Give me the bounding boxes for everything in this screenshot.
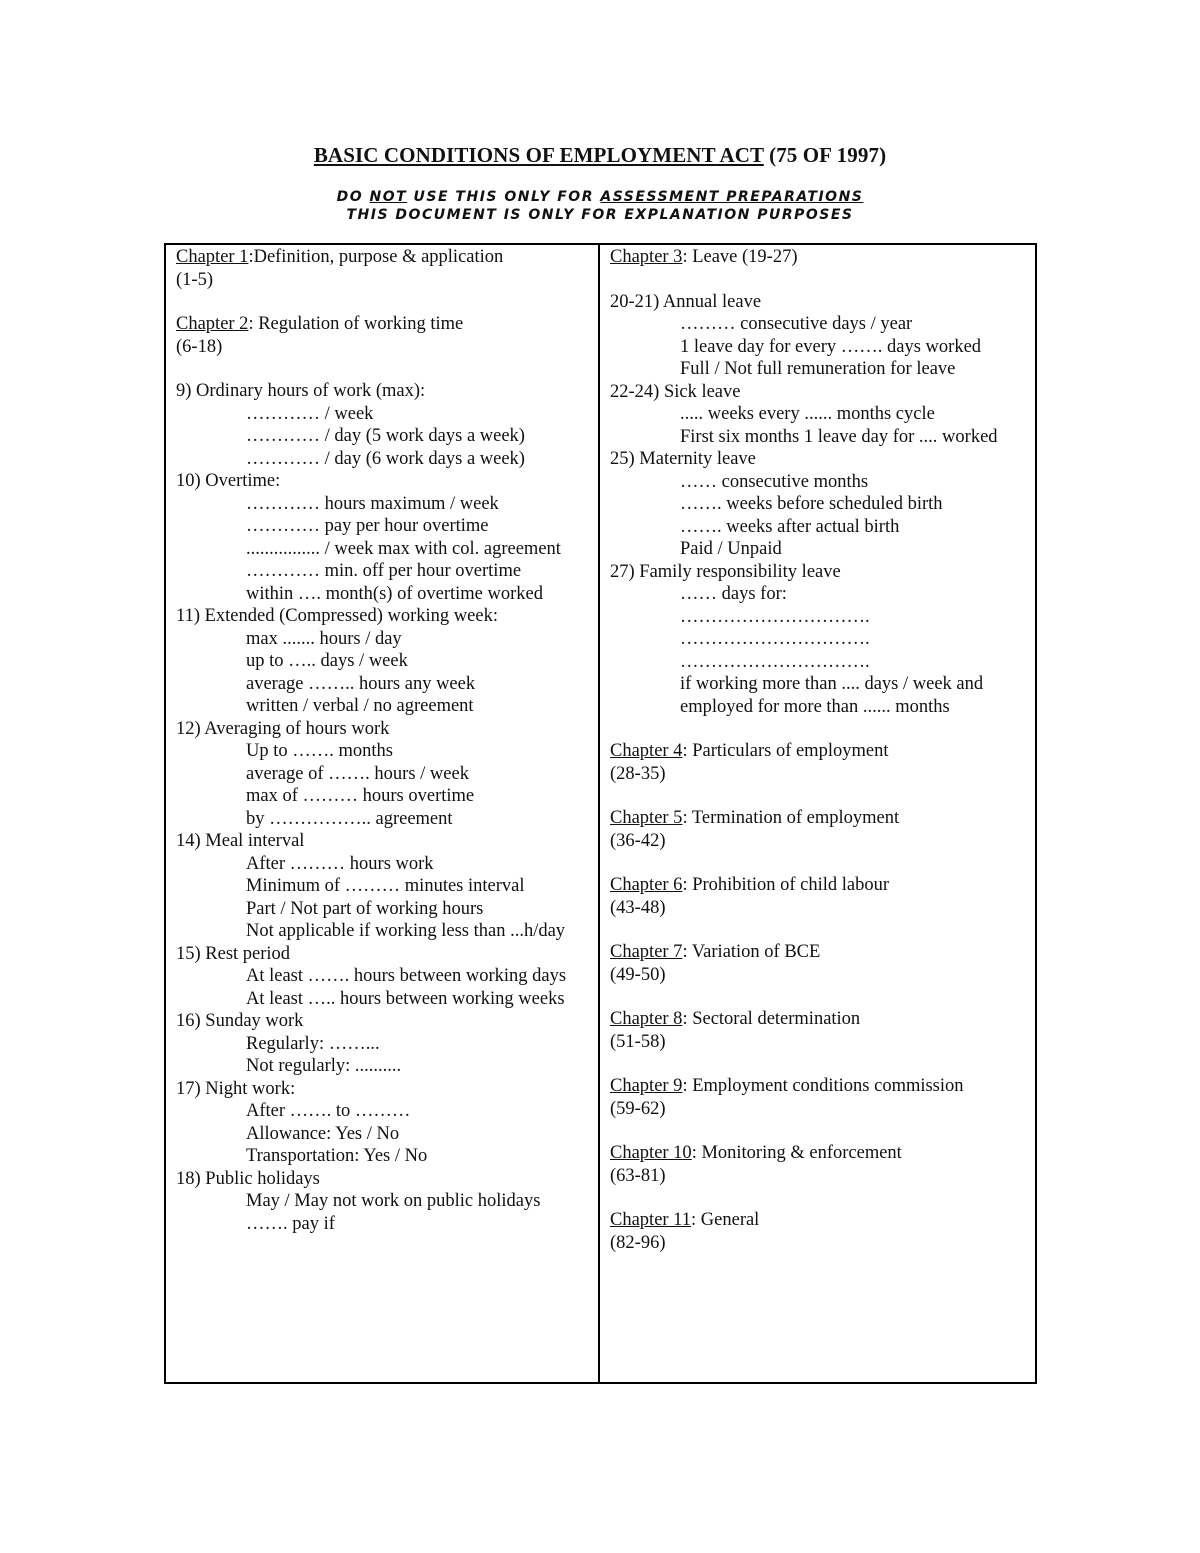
chapter-title: : Monitoring & enforcement — [691, 1143, 902, 1163]
right-items — [610, 291, 1030, 719]
line-item-detail: …………………………. — [680, 629, 870, 649]
line-item-detail: by …………….. agreement — [246, 808, 453, 829]
column-divider — [598, 243, 600, 1384]
line-item-detail: written / verbal / no agreement — [246, 696, 474, 716]
line-item-detail: Regularly: ……... — [246, 1033, 380, 1054]
line-item-section: 15) Rest period — [176, 943, 291, 964]
line-item-detail: max of ……… hours overtime — [246, 786, 475, 806]
chapter-heading — [610, 1075, 1030, 1098]
left-items — [176, 380, 596, 1235]
chapter-title: : General — [691, 1210, 760, 1230]
line-item-detail: ................ / week max with col. agreement — [246, 538, 561, 559]
line-item-detail: Transportation: Yes / No — [246, 1146, 428, 1166]
line-item-section: 18) Public holidays — [176, 1168, 320, 1189]
chapter-range: (59-62) — [610, 1098, 666, 1119]
chapter-heading — [610, 1008, 1030, 1031]
right-column — [610, 246, 1030, 1254]
line-item-section: 16) Sunday work — [176, 1011, 304, 1031]
chapter-label: Chapter 6 — [610, 875, 683, 895]
chapter-heading — [610, 1142, 1030, 1165]
line-item-detail: First six months 1 leave day for .... worked — [680, 426, 998, 447]
chapter-title: :Definition, purpose & application — [248, 247, 504, 267]
line-item-detail: …………………………. — [680, 606, 870, 627]
line-item-detail: …………………………. — [680, 651, 870, 672]
chapter-title: : Variation of BCE — [682, 942, 821, 962]
chapter-title: : Prohibition of child labour — [682, 875, 889, 895]
chapter-heading — [610, 941, 1030, 964]
notice-line-1 — [0, 189, 1200, 205]
chapter-range: (43-48) — [610, 897, 666, 918]
chapter-label: Chapter 1 — [176, 247, 249, 267]
line-item-section: 14) Meal interval — [176, 831, 305, 851]
line-item-section: 25) Maternity leave — [610, 449, 756, 469]
chapter-range: (63-81) — [610, 1165, 666, 1186]
line-item-detail: employed for more than ...... months — [680, 696, 950, 717]
notice-text: DO — [336, 189, 370, 205]
notice-line-2: THIS DOCUMENT IS ONLY FOR EXPLANATION PURPOSES — [346, 207, 854, 223]
chapter-title: : Particulars of employment — [682, 741, 889, 761]
line-item-detail: …… days for: — [680, 584, 787, 604]
line-item-detail: ..... weeks every ...... months cycle — [680, 404, 935, 424]
line-item-detail: May / May not work on public holidays — [246, 1191, 541, 1211]
chapter-heading — [610, 1209, 1030, 1232]
line-item-detail: Paid / Unpaid — [680, 539, 782, 559]
line-item-detail: ………… / day (6 work days a week) — [246, 448, 525, 469]
line-item-detail: if working more than .... days / week and — [680, 674, 984, 694]
chapter-title: : Employment conditions commission — [682, 1076, 964, 1096]
chapter-range: (49-50) — [610, 964, 666, 985]
chapter-heading — [610, 740, 1030, 763]
notice-text: USE THIS ONLY FOR — [407, 189, 601, 205]
line-item-detail: Not applicable if working less than ...h/day — [246, 921, 566, 941]
chapter-label: Chapter 4 — [610, 741, 683, 761]
chapter-title: : Regulation of working time — [248, 314, 464, 334]
chapter-label: Chapter 2 — [176, 314, 249, 334]
chapter-list — [610, 740, 1030, 1254]
line-item-detail: 1 leave day for every ……. days worked — [680, 336, 982, 357]
line-item-detail: …… consecutive months — [680, 471, 869, 492]
chapter-3-heading — [610, 246, 1030, 269]
line-item-detail: Full / Not full remuneration for leave — [680, 359, 956, 379]
chapter-2-range: (6-18) — [176, 336, 223, 357]
line-item-detail: average …….. hours any week — [246, 673, 476, 694]
line-item-section: 27) Family responsibility leave — [610, 561, 841, 582]
chapter-range: (51-58) — [610, 1031, 666, 1052]
line-item-detail: At least ……. hours between working days — [246, 966, 567, 986]
notice-assessment: ASSESSMENT PREPARATIONS — [600, 189, 864, 205]
chapter-label: Chapter 10 — [610, 1143, 692, 1163]
line-item-detail: ……. pay if — [246, 1213, 335, 1234]
chapter-title: : Leave (19-27) — [682, 247, 798, 267]
line-item-section: 10) Overtime: — [176, 471, 281, 491]
line-item-detail: ………… hours maximum / week — [246, 493, 499, 514]
chapter-label: Chapter 9 — [610, 1076, 683, 1096]
chapter-label: Chapter 3 — [610, 247, 683, 267]
line-item-section: 12) Averaging of hours work — [176, 718, 390, 739]
line-item-section: 11) Extended (Compressed) working week: — [176, 606, 498, 626]
line-item-detail: up to ….. days / week — [246, 651, 408, 671]
line-item-detail: ……… consecutive days / year — [680, 314, 913, 334]
chapter-label: Chapter 7 — [610, 942, 683, 962]
chapter-1-range: (1-5) — [176, 269, 213, 290]
line-item-detail: Not regularly: .......... — [246, 1056, 402, 1076]
chapter-range: (36-42) — [610, 830, 666, 851]
chapter-heading — [610, 874, 1030, 897]
line-item-detail: After ……… hours work — [246, 853, 434, 874]
line-item-detail: ………… min. off per hour overtime — [246, 561, 522, 581]
left-column — [176, 246, 596, 1235]
chapter-range: (28-35) — [610, 763, 666, 784]
chapter-1-heading — [176, 246, 596, 269]
chapter-heading — [610, 807, 1030, 830]
line-item-detail: ……. weeks before scheduled birth — [680, 494, 943, 514]
chapter-label: Chapter 5 — [610, 808, 683, 828]
line-item-detail: average of ……. hours / week — [246, 763, 469, 784]
chapter-label: Chapter 11 — [610, 1210, 692, 1230]
notice-not: NOT — [369, 189, 408, 205]
chapter-label: Chapter 8 — [610, 1009, 683, 1029]
line-item-detail: Allowance: Yes / No — [246, 1123, 400, 1144]
chapter-title: : Termination of employment — [682, 808, 900, 828]
line-item-section: 9) Ordinary hours of work (max): — [176, 381, 426, 401]
line-item-detail: ………… pay per hour overtime — [246, 516, 489, 536]
line-item-section: 22-24) Sick leave — [610, 381, 741, 402]
title-act-name: BASIC CONDITIONS OF EMPLOYMENT ACT — [313, 143, 764, 167]
line-item-detail: Part / Not part of working hours — [246, 898, 484, 919]
line-item-detail: After ……. to ……… — [246, 1101, 411, 1121]
chapter-2-heading — [176, 313, 596, 336]
line-item-detail: ……. weeks after actual birth — [680, 516, 900, 537]
line-item-detail: ………… / week — [246, 403, 374, 424]
line-item-section: 20-21) Annual leave — [610, 291, 762, 312]
chapter-title: : Sectoral determination — [682, 1009, 861, 1029]
chapter-range: (82-96) — [610, 1232, 666, 1253]
document-title — [0, 143, 1200, 168]
line-item-detail: Minimum of ……… minutes interval — [246, 876, 525, 896]
line-item-detail: max ....... hours / day — [246, 628, 402, 649]
line-item-detail: Up to ……. months — [246, 741, 393, 761]
line-item-detail: within …. month(s) of overtime worked — [246, 583, 543, 604]
line-item-detail: ………… / day (5 work days a week) — [246, 426, 525, 446]
title-act-number: (75 OF 1997) — [763, 143, 887, 167]
line-item-detail: At least ….. hours between working weeks — [246, 988, 565, 1009]
line-item-section: 17) Night work: — [176, 1078, 296, 1099]
